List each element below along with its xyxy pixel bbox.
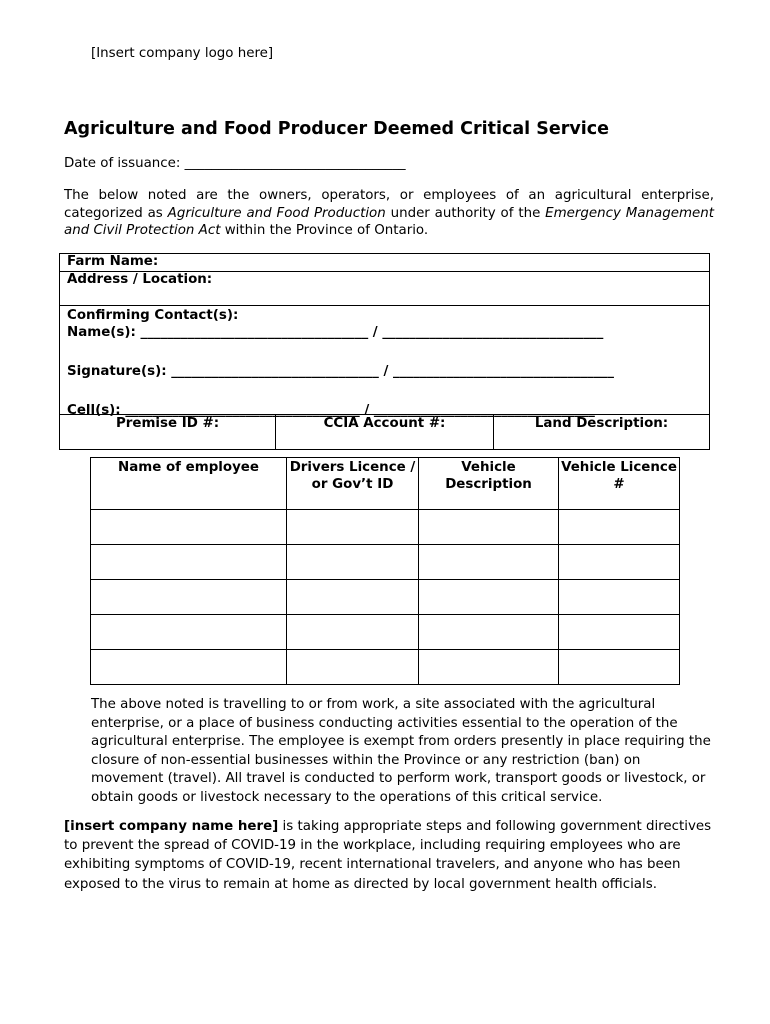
table-cell[interactable]	[91, 615, 287, 650]
confirming-contacts-label: Confirming Contact(s):	[67, 308, 239, 323]
company-paragraph	[64, 817, 724, 894]
intro-text-1: The below noted are the owners, operators, or employees of an agricultural enterprise, categorized as	[64, 188, 714, 221]
farm-name-field: Farm Name:	[60, 254, 709, 272]
table-cell[interactable]	[287, 545, 419, 580]
table-cell[interactable]	[91, 580, 287, 615]
date-of-issuance-field: Date of issuance: _________________________________	[64, 156, 406, 171]
table-cell[interactable]	[559, 510, 680, 545]
ccia-account-field: CCIA Account #:	[276, 415, 494, 449]
table-cell[interactable]	[419, 510, 559, 545]
confirming-contacts-section	[60, 306, 709, 419]
intro-paragraph	[64, 187, 714, 240]
table-row	[91, 650, 680, 685]
table-cell[interactable]	[91, 545, 287, 580]
address-location-field: Address / Location:	[60, 272, 709, 306]
header-vehicle-description: Vehicle Description	[419, 458, 559, 510]
table-row	[91, 615, 680, 650]
table-cell[interactable]	[419, 650, 559, 685]
table-cell[interactable]	[287, 650, 419, 685]
table-cell[interactable]	[559, 650, 680, 685]
table-cell[interactable]	[419, 615, 559, 650]
table-cell[interactable]	[287, 615, 419, 650]
table-row	[91, 580, 680, 615]
table-cell[interactable]	[287, 510, 419, 545]
table-cell[interactable]	[559, 545, 680, 580]
farm-information-box	[59, 253, 710, 450]
company-name-placeholder: [insert company name here]	[64, 819, 279, 834]
header-name-of-employee: Name of employee	[91, 458, 287, 510]
company-logo-placeholder: [Insert company logo here]	[91, 46, 274, 61]
header-vehicle-licence: Vehicle Licence #	[559, 458, 680, 510]
table-cell[interactable]	[419, 580, 559, 615]
intro-italic-2: Emergency Management and Civil Protection Act	[64, 205, 715, 238]
table-cell[interactable]	[91, 510, 287, 545]
land-description-field: Land Description:	[534, 416, 669, 431]
intro-text-3: within the Province of Ontario.	[220, 223, 429, 238]
travel-paragraph: The above noted is travelling to or from work, a site associated with the agricultural enterprise, or a place of business conducting activities essential to the operation of the agricultural enterprise. The employee is exempt from orders presently in place requiring the closure of non-essential businesses within the Province or any restriction (ban) on movement (travel). All travel is conducted to perform work, transport goods or livestock, or obtain goods or livestock necessary to the operations of this critical service.	[91, 697, 711, 805]
names-field: Name(s): __________________________________ / _________________________________	[67, 325, 604, 340]
table-row	[91, 510, 680, 545]
id-row	[60, 414, 709, 449]
company-paragraph-text: is taking appropriate steps and following government directives to prevent the spread of COVID-19 in the workplace, including requiring employees who are exhibiting symptoms of COVID-19, recent international travelers, and anyone who has been exposed to the virus to remain at home as directed by local government health officials.	[64, 819, 712, 892]
table-cell[interactable]	[91, 650, 287, 685]
table-cell[interactable]	[419, 545, 559, 580]
header-drivers-licence: Drivers Licence / or Gov’t ID	[287, 458, 419, 510]
intro-text-2: under authority of the	[385, 205, 546, 221]
employee-table-header-row	[91, 458, 680, 510]
table-cell[interactable]	[559, 615, 680, 650]
cells-field: Cell(s): ___________________________________ / _________________________________	[67, 403, 595, 418]
employee-table	[90, 457, 680, 685]
signatures-field: Signature(s): _______________________________ / _________________________________	[67, 364, 614, 379]
table-row	[91, 545, 680, 580]
table-cell[interactable]	[287, 580, 419, 615]
intro-italic-1: Agriculture and Food Production	[167, 205, 386, 221]
premise-id-field: Premise ID #:	[60, 415, 276, 449]
document-title: Agriculture and Food Producer Deemed Critical Service	[64, 119, 610, 139]
table-cell[interactable]	[559, 580, 680, 615]
